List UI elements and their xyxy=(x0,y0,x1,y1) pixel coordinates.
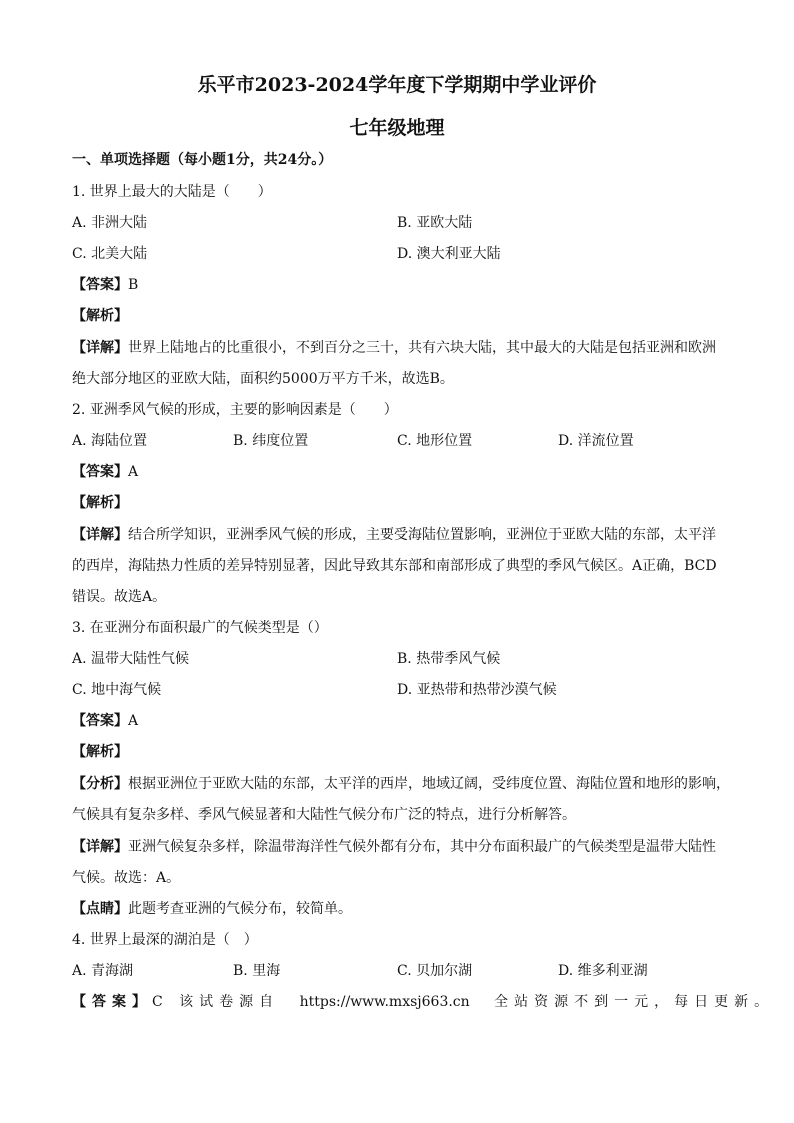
detail-tag: 【详解】 xyxy=(72,340,128,356)
question-1-detail-line-2: 绝大部分地区的亚欧大陆，面积约5000万平方千米，故选B。 xyxy=(72,371,454,387)
question-3-option-b: B. 热带季风气候 xyxy=(397,651,501,667)
question-1-option-d: D. 澳大利亚大陆 xyxy=(397,246,501,262)
answer-tag: 【答案】 xyxy=(72,713,128,729)
source-url-link[interactable]: https://www.mxsj663.cn xyxy=(299,994,470,1010)
question-3-answer xyxy=(72,712,732,730)
question-1-option-a: A. 非洲大陆 xyxy=(72,215,148,231)
question-2-analysis-tag: 【解析】 xyxy=(72,495,128,511)
answer-tail: 全站资源不到一元，每日更新。 xyxy=(494,994,775,1010)
question-2-option-a: A. 海陆位置 xyxy=(72,433,148,449)
question-1-answer xyxy=(72,276,732,294)
detail-text: 亚洲气候复杂多样，除温带海洋性气候外都有分布，其中分布面积最广的气候类型是温带大陆性 xyxy=(128,839,716,855)
question-4-stem: 4. 世界上最深的湖泊是（ ） xyxy=(72,932,258,948)
question-3-detail-line-1 xyxy=(72,838,732,856)
detail-tag: 【详解】 xyxy=(72,839,128,855)
question-3-detail-line-2: 气候。故选：A。 xyxy=(72,870,181,886)
question-4-option-c: C. 贝加尔湖 xyxy=(397,963,473,979)
question-3-option-c: C. 地中海气候 xyxy=(72,682,162,698)
question-3-stem: 3. 在亚洲分布面积最广的气候类型是（） xyxy=(72,620,328,636)
question-1-detail-line-1 xyxy=(72,339,732,357)
answer-value: A xyxy=(128,464,139,480)
question-3-analysis-tag: 【解析】 xyxy=(72,744,128,760)
section-heading: 一、单项选择题（每小题1分，共24分。） xyxy=(72,152,333,168)
dianjing-tag: 【点睛】 xyxy=(72,901,128,917)
fenxi-text: 根据亚洲位于亚欧大陆的东部，太平洋的西岸，地域辽阔，受纬度位置、海陆位置和地形的影响， xyxy=(128,776,730,792)
question-1-option-b: B. 亚欧大陆 xyxy=(397,215,473,231)
detail-text: 世界上陆地占的比重很小，不到百分之三十，共有六块大陆，其中最大的大陆是包括亚洲和欧洲 xyxy=(128,340,716,356)
question-2-option-c: C. 地形位置 xyxy=(397,433,473,449)
answer-tag: 【答案】 xyxy=(72,464,128,480)
answer-tag: 【答案】 xyxy=(72,277,128,293)
page-subtitle: 七年级地理 xyxy=(349,117,445,139)
detail-tag: 【详解】 xyxy=(72,527,128,543)
question-4-option-b: B. 里海 xyxy=(233,963,281,979)
question-4-option-d: D. 维多利亚湖 xyxy=(558,963,648,979)
question-1-option-c: C. 北美大陆 xyxy=(72,246,148,262)
question-2-stem: 2. 亚洲季风气候的形成，主要的影响因素是（ ） xyxy=(72,402,398,418)
question-2-detail-line-2: 的西岸，海陆热力性质的差异特别显著，因此导致其东部和南部形成了典型的季风气候区。A正确，BCD xyxy=(72,558,717,574)
question-4-answer xyxy=(72,993,775,1011)
question-3-fenxi-line-1 xyxy=(72,775,732,793)
question-4-option-a: A. 青海湖 xyxy=(72,963,134,979)
question-2-option-d: D. 洋流位置 xyxy=(558,433,634,449)
detail-text: 结合所学知识，亚洲季风气候的形成，主要受海陆位置影响，亚洲位于亚欧大陆的东部，太平洋 xyxy=(128,527,716,543)
question-3-dianjing xyxy=(72,900,732,918)
answer-tag: 【答案】 xyxy=(72,994,152,1010)
question-2-option-b: B. 纬度位置 xyxy=(233,433,309,449)
answer-value: B xyxy=(128,277,139,293)
fenxi-tag: 【分析】 xyxy=(72,776,128,792)
answer-text: C 该试卷源自 xyxy=(152,994,280,1010)
question-3-fenxi-line-2: 气候具有复杂多样、季风气候显著和大陆性气候分布广泛的特点，进行分析解答。 xyxy=(72,807,576,823)
question-3-option-a: A. 温带大陆性气候 xyxy=(72,651,190,667)
question-2-detail-line-1 xyxy=(72,526,732,544)
dianjing-text: 此题考查亚洲的气候分布，较简单。 xyxy=(128,901,352,917)
question-2-answer xyxy=(72,463,732,481)
page-title: 乐平市2023-2024学年度下学期期中学业评价 xyxy=(197,74,597,96)
question-2-detail-line-3: 错误。故选A。 xyxy=(72,589,167,605)
question-1-analysis-tag: 【解析】 xyxy=(72,308,128,324)
question-3-option-d: D. 亚热带和热带沙漠气候 xyxy=(397,682,557,698)
answer-value: A xyxy=(128,713,139,729)
question-1-stem: 1. 世界上最大的大陆是（ ） xyxy=(72,184,272,200)
